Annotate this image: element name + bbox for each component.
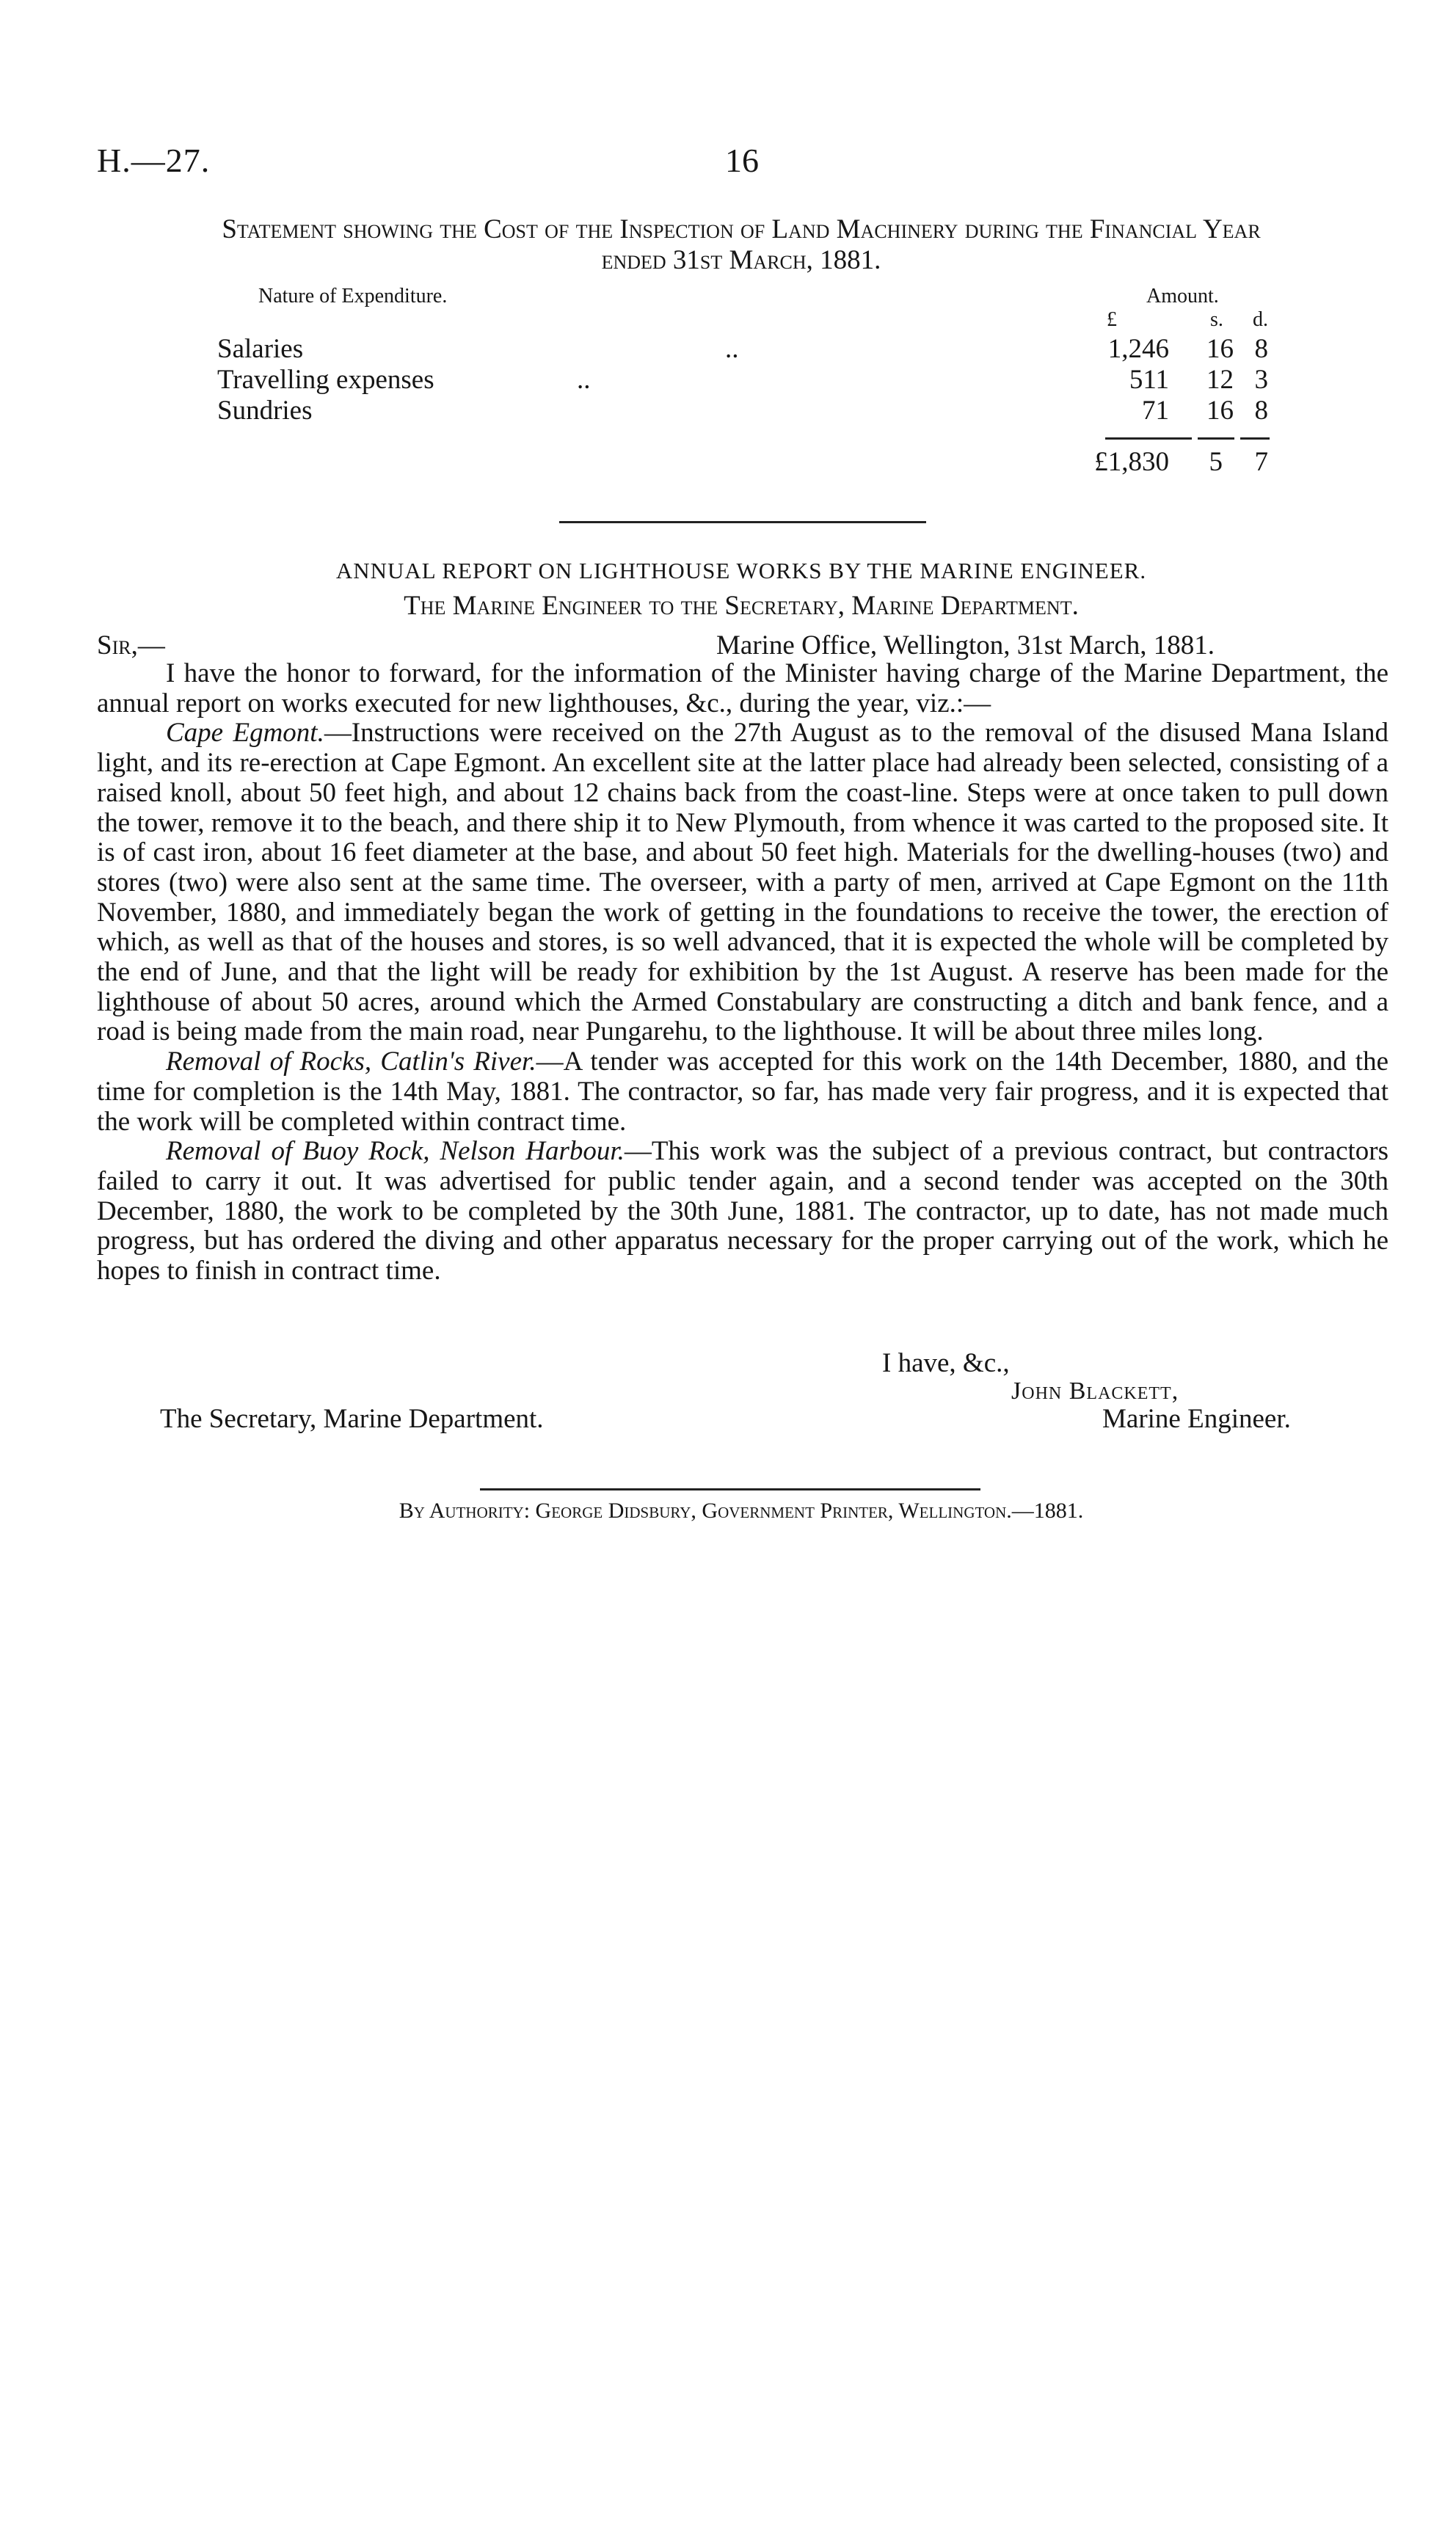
amount-pounds: 71 xyxy=(1142,396,1169,426)
amount-pounds: 511 xyxy=(1129,365,1169,395)
statement-title-line2: ended 31st March, 1881. xyxy=(601,245,881,275)
paragraph-buoy-rock xyxy=(97,1137,1388,1286)
closing-phrase: I have, &c., xyxy=(882,1348,1010,1378)
section-divider xyxy=(559,521,926,523)
paragraph-text: —This work was the subject of a previous contract, but contractors failed to carry it out. It was advertised for public tender again, and a second tender was accepted on the 30th December, 1880, the work to be completed by the 30th June, 1881. The contractor, up to date, has not made much progress, but has ordered the diving and other apparatus necessary for the proper carrying out of the work, which he hopes to finish in contract time. xyxy=(97,1136,1388,1286)
amount-shillings: 12 xyxy=(1206,365,1234,395)
total-rule-pounds xyxy=(1105,437,1192,440)
report-subtitle: The Marine Engineer to the Secretary, Marine Department. xyxy=(404,591,1079,621)
office-date-line: Marine Office, Wellington, 31st March, 1881. xyxy=(716,630,1215,660)
amount-pounds: 1,246 xyxy=(1107,334,1169,364)
signatory-name: John Blackett, xyxy=(1011,1377,1179,1405)
printer-imprint: By Authority: George Didsbury, Government Printer, Wellington.—1881. xyxy=(398,1499,1084,1523)
amount-pence: 8 xyxy=(1254,396,1268,426)
total-rule-shillings xyxy=(1198,437,1234,440)
expenditure-label: Travelling expenses xyxy=(217,365,434,395)
expenditure-row xyxy=(0,395,1456,426)
total-rule-pence xyxy=(1240,437,1270,440)
expenditure-row xyxy=(0,364,1456,395)
signatory-title: Marine Engineer. xyxy=(1102,1404,1291,1434)
amount-pence: 8 xyxy=(1254,334,1268,364)
leader-dots: .. xyxy=(577,365,591,395)
paragraph-heading: Removal of Buoy Rock, Nelson Harbour. xyxy=(166,1136,625,1167)
amount-shillings: 16 xyxy=(1206,334,1234,364)
unit-pounds: £ xyxy=(1107,308,1117,331)
unit-pence: d. xyxy=(1253,308,1268,331)
paragraph-text: —A tender was accepted for this work on the 14th December, 1880, and the time for completion is the 14th May, 1881. The contractor, so far, has made very fair progress, and it is expected that the work will be completed within contract time. xyxy=(97,1046,1388,1137)
paragraph-intro: I have the honor to forward, for the information of the Minister having charge of the Marine Department, the annual report on works executed for new lighthouses, &c., during the year, viz.:— xyxy=(97,658,1388,718)
leader-dots: .. xyxy=(725,334,739,364)
expenditure-label: Sundries xyxy=(217,396,313,426)
footer-divider xyxy=(480,1488,980,1490)
page-number: 16 xyxy=(725,142,759,179)
expenditure-label: Salaries xyxy=(217,334,304,364)
column-header-amount: Amount. xyxy=(1146,285,1219,307)
statement-title-line1: Statement showing the Cost of the Inspection of Land Machinery during the Financial Year xyxy=(222,214,1261,244)
paragraph-heading: Removal of Rocks, Catlin's River. xyxy=(166,1046,536,1077)
amount-pence: 3 xyxy=(1254,365,1268,395)
report-body xyxy=(97,659,1388,1286)
paragraph-heading: Cape Egmont. xyxy=(166,718,324,749)
total-shillings: 5 xyxy=(1209,447,1223,477)
column-header-nature: Nature of Expenditure. xyxy=(258,285,448,307)
amount-shillings: 16 xyxy=(1206,396,1234,426)
paragraph-cape-egmont xyxy=(97,718,1388,1047)
statement-title xyxy=(95,214,1387,276)
unit-shillings: s. xyxy=(1210,308,1223,331)
total-pence: 7 xyxy=(1254,447,1268,477)
salutation: Sir,— xyxy=(97,630,165,660)
expenditure-row xyxy=(0,333,1456,364)
paragraph-catlins-river xyxy=(97,1047,1388,1137)
addressee: The Secretary, Marine Department. xyxy=(160,1404,544,1434)
report-title: ANNUAL REPORT ON LIGHTHOUSE WORKS BY THE MARINE ENGINEER. xyxy=(335,558,1147,583)
document-code: H.—27. xyxy=(97,142,211,179)
paragraph-text: —Instructions were received on the 27th August as to the removal of the disused Mana Island light, and its re-erection at Cape Egmont. An excellent site at the latter place had already been selected, consisting of a raised knoll, about 50 feet high, and about 12 chains back from the coast-line. Steps were at once taken to pull down the tower, remove it to the beach, and there ship it to New Plymouth, from whence it was carted to the proposed site. It is of cast iron, about 16 feet diameter at the base, and about 50 feet high. Materials for the dwelling-houses (two) and stores (two) were also sent at the same time. The overseer, with a party of men, arrived at Cape Egmont on the 11th November, 1880, and immediately began the work of getting in the foundations to receive the tower, the erection of which, as well as that of the houses and stores, is so well advanced, that it is expected the whole will be completed by the end of June, and that the light will be ready for exhibition by the 1st August. A reserve has been made for the lighthouse of about 50 acres, around which the Armed Constabulary are constructing a ditch and bank fence, and a road is being made from the main road, near Pungarehu, to the lighthouse. It will be about three miles long. xyxy=(97,718,1389,1047)
total-pounds: £1,830 xyxy=(1094,447,1169,477)
